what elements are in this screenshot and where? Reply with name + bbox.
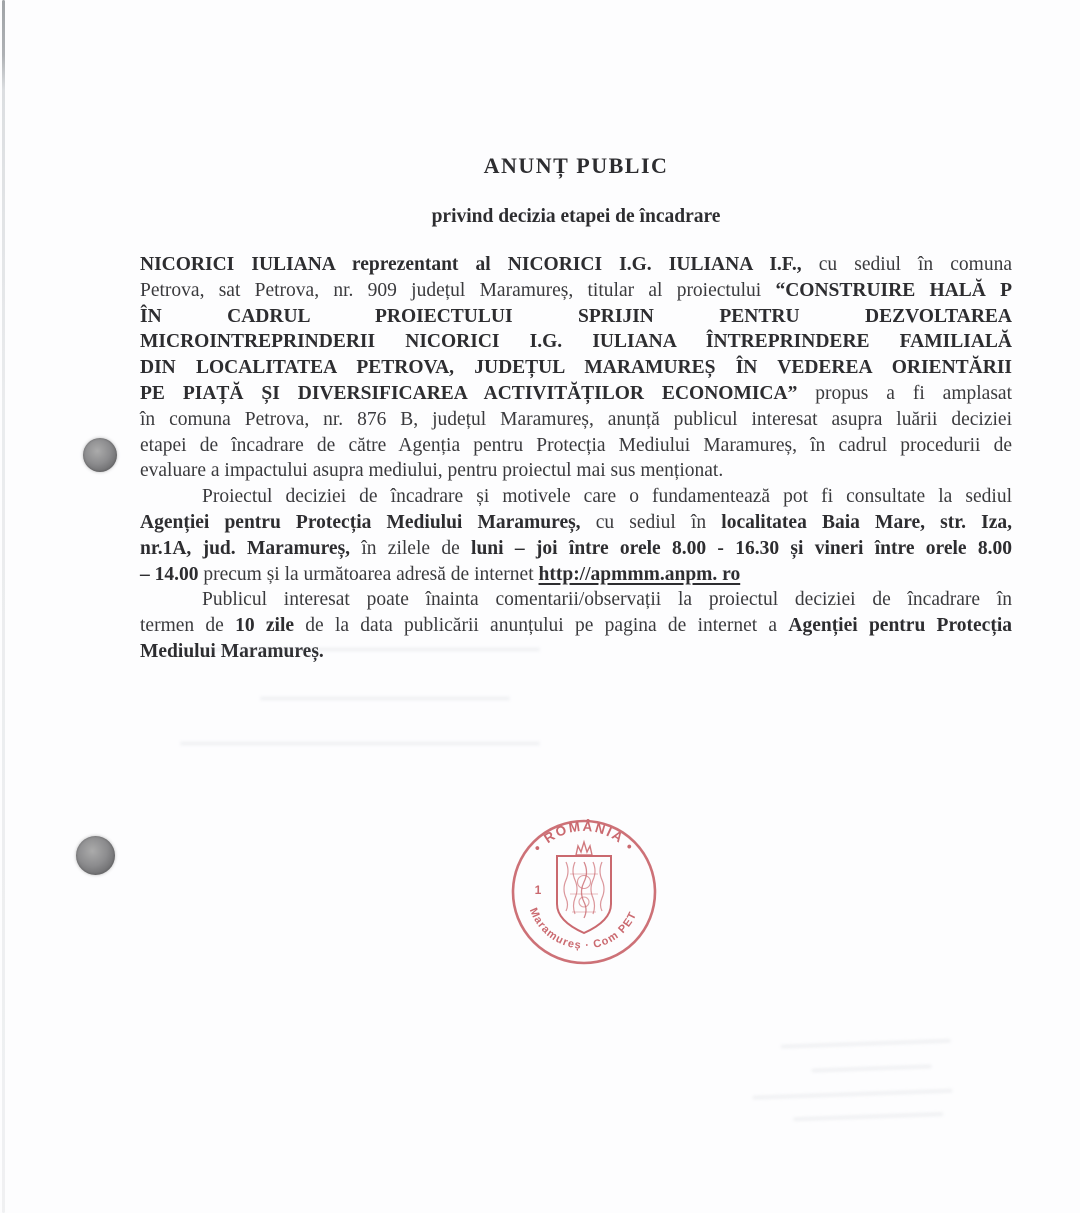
official-round-stamp xyxy=(499,807,669,977)
scan-edge-artifact xyxy=(2,0,5,1213)
text-run: DIN LOCALITATEA PETROVA, JUDEȚUL MARAMUREȘ ÎN VEDEREA ORIENTĂRII xyxy=(140,357,1012,379)
text-run: MICROINTREPRINDERII NICORICI I.G. IULIANA ÎNTREPRINDERE FAMILIALĂ xyxy=(140,331,1012,353)
text-run: cu sediul în xyxy=(580,511,722,533)
paragraph xyxy=(140,484,1012,587)
text-line xyxy=(140,252,1012,278)
text-line xyxy=(140,510,1012,536)
svg-text:Jud. Maramureș · Com PETROVA xyxy=(527,883,640,952)
hole-punch-icon xyxy=(76,836,115,875)
text-run: “CONSTRUIRE HALĂ P xyxy=(775,279,1012,301)
romania-coat-of-arms-stamp-icon xyxy=(499,807,669,977)
text-line xyxy=(140,484,1012,510)
text-run: de la data publicării anunțului pe pagina de internet a xyxy=(294,615,789,637)
text-run: cu sediul în comuna xyxy=(801,254,1012,275)
page-title: ANUNȚ PUBLIC xyxy=(483,153,669,178)
text-line xyxy=(140,433,1012,459)
text-run: – 14.00 xyxy=(140,563,199,585)
text-run: termen de xyxy=(140,615,236,637)
text-line xyxy=(140,381,1012,407)
text-run: luni – joi între orele 8.00 - 16.30 și vineri între orele 8.00 xyxy=(471,537,1012,559)
text-run: 10 zile xyxy=(235,615,295,637)
text-line xyxy=(140,536,1012,562)
text-run: în comuna Petrova, nr. 876 B, județul Maramureș, anunță publicul interesat asupra luării deciziei xyxy=(140,408,1012,430)
page-subtitle: privind decizia etapei de încadrare xyxy=(431,206,721,227)
text-line xyxy=(140,355,1012,381)
text-run: precum și la următoarea adresă de internet xyxy=(198,563,539,585)
stamp-number: 1 xyxy=(534,883,542,897)
text-run: etapei de încadrare de către Agenția pentru Protecția Mediului Maramureș, în cadrul procedurii de xyxy=(140,434,1012,456)
hole-punch-icon xyxy=(83,438,117,472)
text-line xyxy=(140,407,1012,433)
document-body xyxy=(140,252,1012,665)
text-run: PE PIAȚĂ ȘI DIVERSIFICAREA ACTIVITĂȚILOR ECONOMICA” xyxy=(140,382,798,404)
text-run: ÎN CADRUL PROIECTULUI SPRIJIN PENTRU DEZVOLTAREA xyxy=(140,305,1012,327)
text-run: Agenției pentru Protecția xyxy=(788,615,1012,637)
text-line xyxy=(140,562,1012,588)
text-run: localitatea Baia Mare, str. Iza, xyxy=(721,511,1012,533)
stamp-bottom-text: Jud. Maramureș · Com PETROVA xyxy=(526,883,640,952)
text-run: NICORICI IULIANA reprezentant al NICORICI I.G. IULIANA I.F., xyxy=(140,254,802,275)
text-run: Publicul interesat poate înainta comentarii/observații la proiectul deciziei de încadrare în xyxy=(202,589,1012,611)
text-line xyxy=(140,329,1012,355)
text-line xyxy=(140,304,1012,330)
bleedthrough-artifact xyxy=(170,648,730,745)
internet-url: http://apmmm.anpm. ro xyxy=(538,563,741,585)
text-run: Mediului Maramureș. xyxy=(140,640,324,662)
text-line xyxy=(140,458,1012,484)
svg-text:• ROMÂNIA • xyxy=(530,819,638,855)
text-line xyxy=(140,613,1012,639)
stamp-top-text: • ROMÂNIA • xyxy=(530,818,638,855)
document-content xyxy=(140,152,1012,665)
text-run: Agenției pentru Protecția Mediului Maramureș, xyxy=(140,511,581,533)
text-line xyxy=(140,278,1012,304)
text-run: nr.1A, jud. Maramureș, xyxy=(140,537,351,559)
text-run: Petrova, sat Petrova, nr. 909 județul Maramureș, titular al proiectului xyxy=(140,279,776,301)
text-run: evaluare a impactului asupra mediului, pentru proiectul mai sus menționat. xyxy=(140,460,724,482)
paragraph xyxy=(140,252,1012,484)
text-run: în zilele de xyxy=(350,537,472,559)
coat-of-arms-shield-icon xyxy=(557,842,611,933)
bleedthrough-artifact xyxy=(751,1038,994,1122)
text-run: propus a fi amplasat xyxy=(797,382,1012,404)
text-run: Proiectul deciziei de încadrare și motivele care o fundamentează pot fi consultate la sediul xyxy=(202,486,1012,508)
text-line xyxy=(140,587,1012,613)
